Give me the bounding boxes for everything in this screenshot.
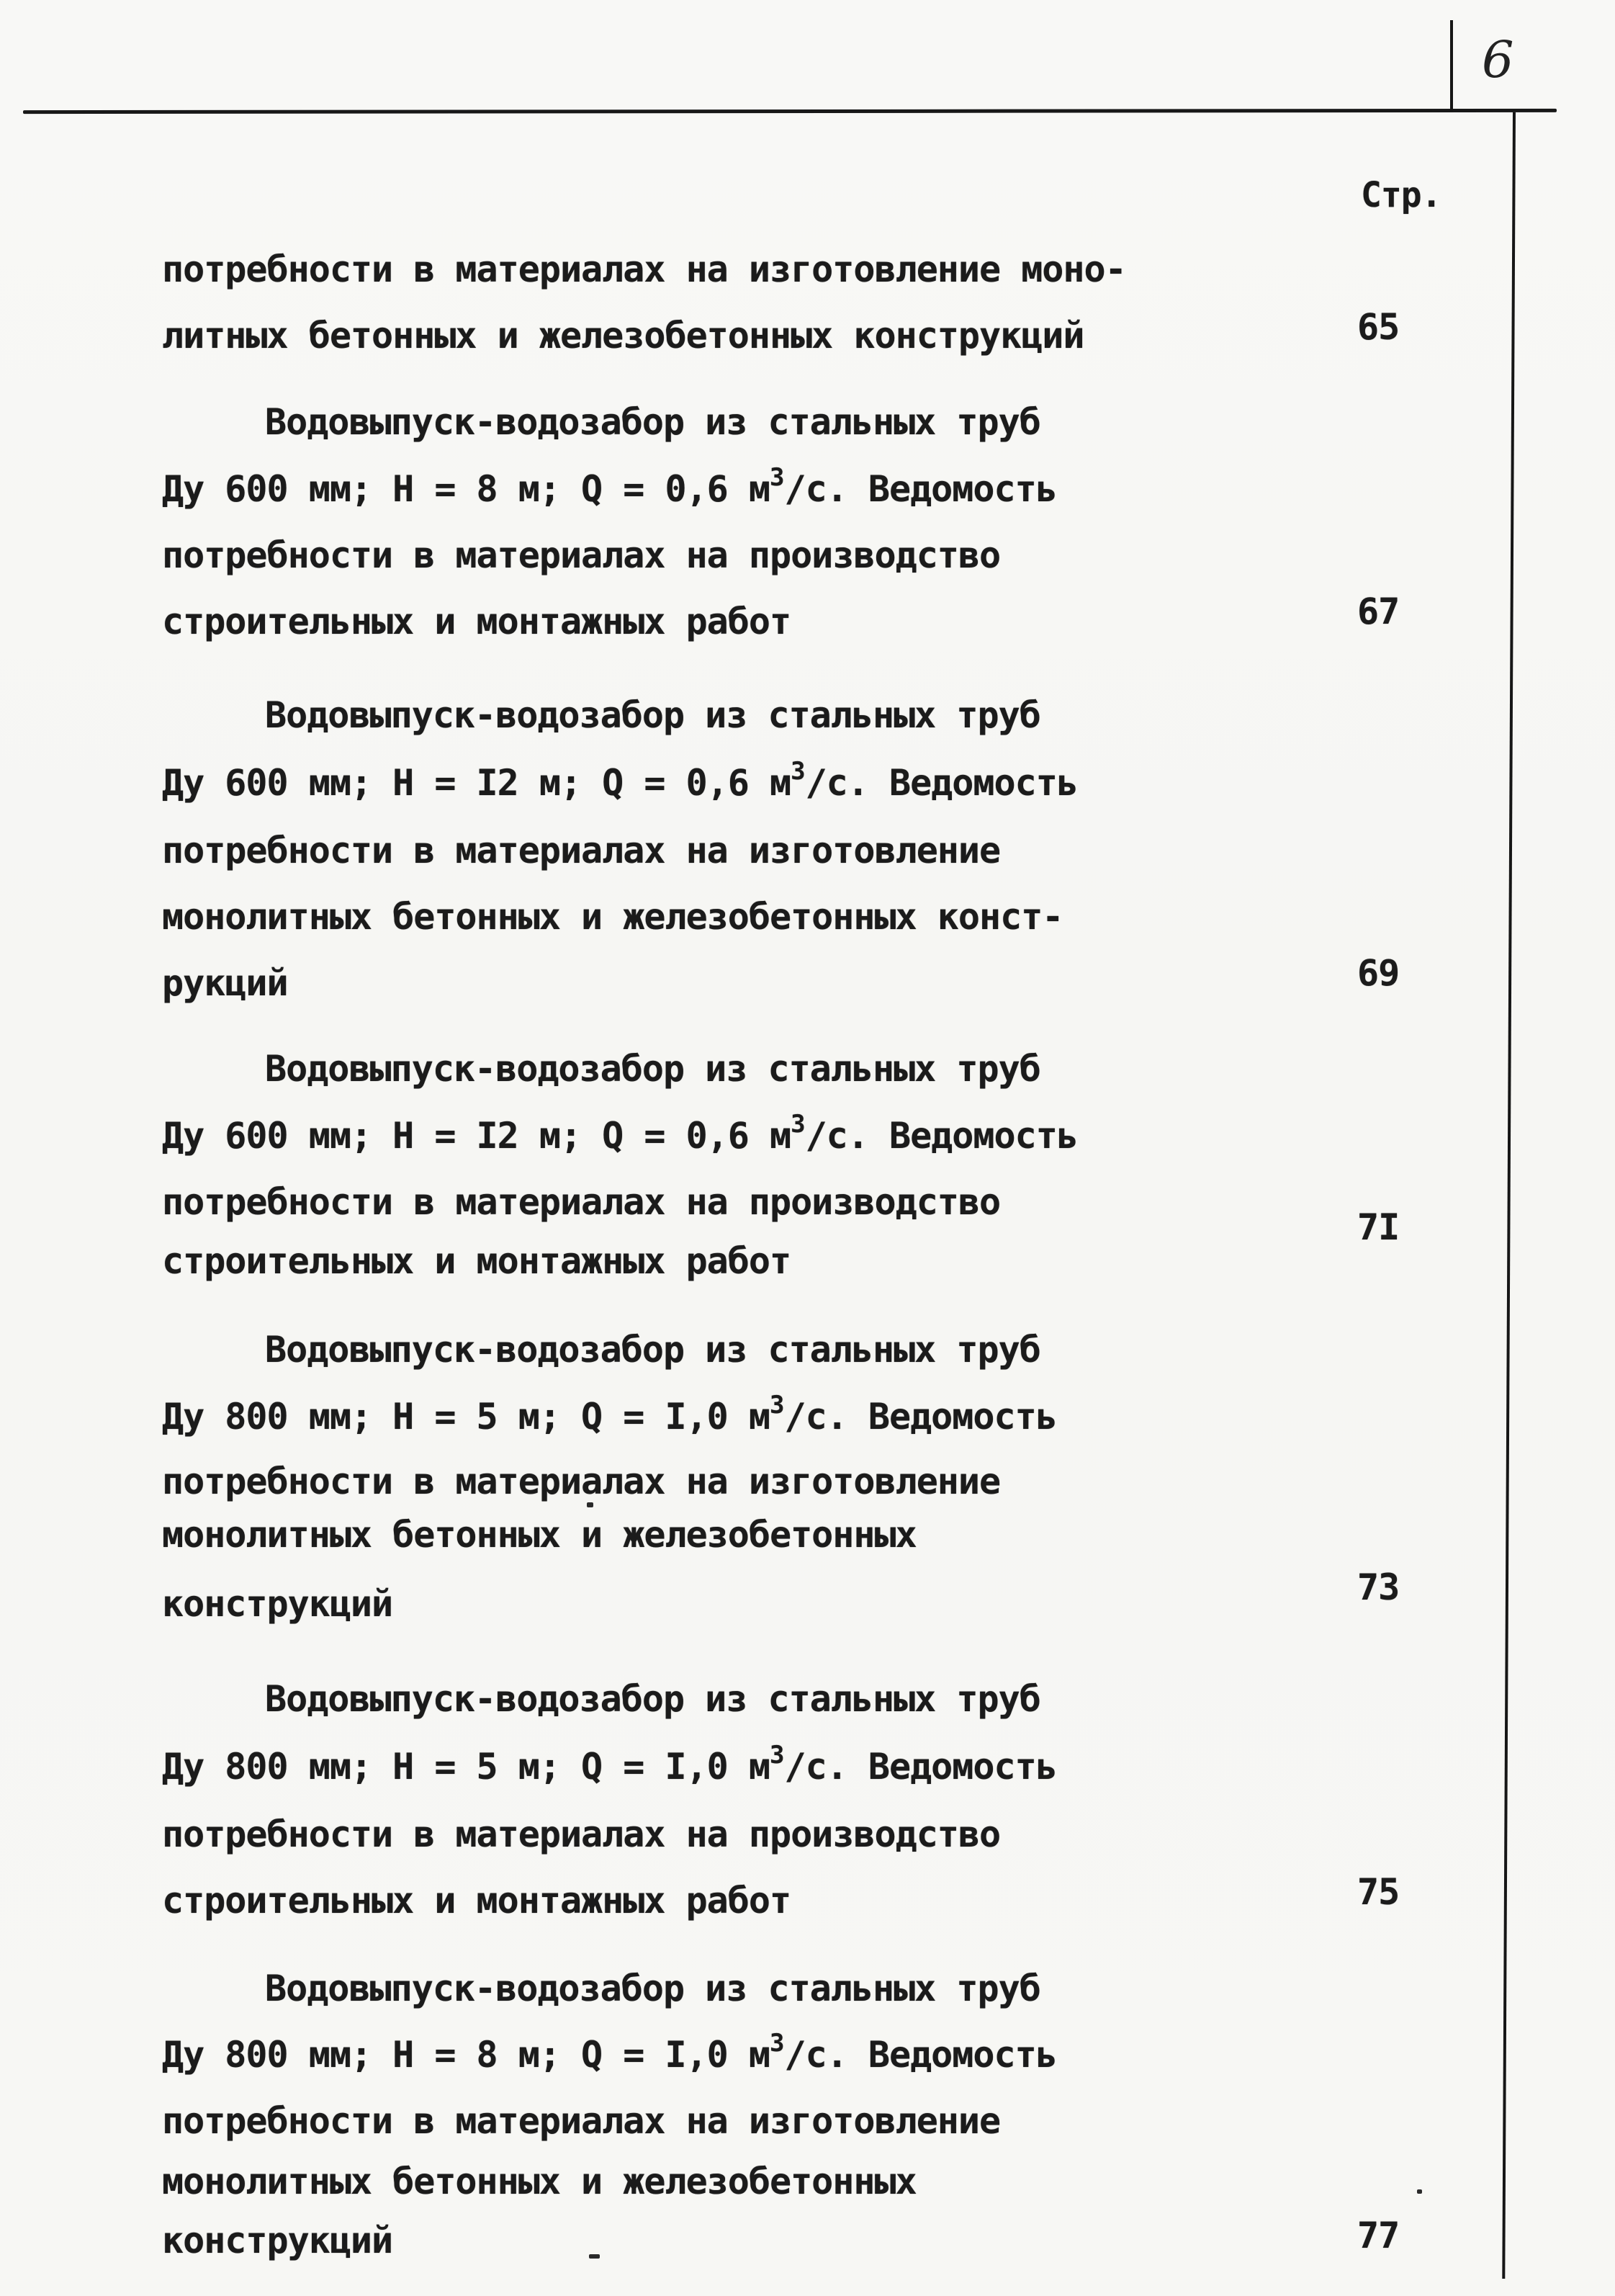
toc-entry-formula-line <box>162 2029 1057 2076</box>
toc-entry-title: Водовыпуск-водозабор из стальных труб <box>265 694 1040 736</box>
toc-entry-line: монолитных бетонных и железобетонных <box>162 1514 917 1556</box>
formula-text: Ду 800 мм; Н = 5 м; Q = I,0 м <box>162 1746 770 1788</box>
toc-entry-line: строительных и монтажных работ <box>162 1240 791 1282</box>
toc-entry-line: потребности в материалах на изготовление моно- <box>162 248 1126 290</box>
toc-entry-title: Водовыпуск-водозабор из стальных труб <box>265 1329 1040 1371</box>
toc-entry-title: Водовыпуск-водозабор из стальных труб <box>265 1678 1040 1720</box>
top-margin-tick-line <box>1450 20 1453 112</box>
toc-entry-line: строительных и монтажных работ <box>162 1880 791 1921</box>
superscript-3: 3 <box>769 2029 785 2058</box>
toc-entry-line: потребности в материалах на изготовление <box>162 1461 1001 1502</box>
toc-entry-title: Водовыпуск-водозабор из стальных труб <box>265 1048 1040 1090</box>
toc-entry-line: монолитных бетонных и железобетонных конст- <box>162 896 1063 938</box>
toc-page-number: 67 <box>1357 591 1400 632</box>
toc-entry-line: конструкций <box>162 2220 393 2261</box>
toc-entry-title: Водовыпуск-водозабор из стальных труб <box>265 401 1040 443</box>
toc-entry-formula-line <box>162 1741 1057 1788</box>
formula-text: /с. Ведомость <box>805 1115 1078 1157</box>
toc-entry-title: Водовыпуск-водозабор из стальных труб <box>265 1968 1040 2009</box>
toc-page-number: 73 <box>1357 1566 1400 1608</box>
toc-entry-line: конструкций <box>162 1583 393 1625</box>
toc-entry-line: потребности в материалах на изготовление <box>162 2100 1001 2142</box>
toc-page-number: 75 <box>1357 1871 1400 1913</box>
formula-text: /с. Ведомость <box>784 1396 1057 1438</box>
toc-entry-formula-line <box>162 1110 1078 1157</box>
toc-entry-line: монолитных бетонных и железобетонных <box>162 2161 917 2202</box>
toc-page-number: 7I <box>1357 1206 1400 1248</box>
toc-entry-line: потребности в материалах на производство <box>162 1181 1001 1223</box>
toc-entry-line: потребности в материалах на производство <box>162 1813 1001 1855</box>
superscript-3: 3 <box>791 757 806 786</box>
scan-speck <box>1417 2189 1422 2194</box>
scan-speck <box>589 2254 600 2259</box>
formula-text: Ду 600 мм; Н = I2 м; Q = 0,6 м <box>162 1115 791 1157</box>
formula-text: /с. Ведомость <box>784 468 1057 510</box>
formula-text: Ду 800 мм; Н = 8 м; Q = I,0 м <box>162 2034 770 2076</box>
page-column-header: Стр. <box>1361 175 1441 215</box>
toc-page-number: 69 <box>1357 952 1400 994</box>
formula-text: /с. Ведомость <box>805 762 1078 804</box>
formula-text: Ду 800 мм; Н = 5 м; Q = I,0 м <box>162 1396 770 1438</box>
scan-speck <box>587 1502 593 1507</box>
toc-entry-line: потребности в материалах на изготовление <box>162 830 1001 871</box>
formula-text: /с. Ведомость <box>784 1746 1057 1788</box>
sheet-number: 6 <box>1482 30 1514 89</box>
toc-page-number: 77 <box>1357 2215 1400 2256</box>
superscript-3: 3 <box>791 1110 806 1139</box>
superscript-3: 3 <box>769 463 785 492</box>
toc-entry-formula-line <box>162 1391 1057 1438</box>
formula-text: Ду 600 мм; Н = I2 м; Q = 0,6 м <box>162 762 791 804</box>
toc-entry-formula-line <box>162 757 1078 804</box>
toc-entry-line: потребности в материалах на производство <box>162 534 1001 576</box>
superscript-3: 3 <box>769 1391 785 1420</box>
toc-entry-line: литных бетонных и железобетонных конструкций <box>162 315 1084 356</box>
formula-text: /с. Ведомость <box>784 2034 1057 2076</box>
toc-entry-line: строительных и монтажных работ <box>162 601 791 642</box>
toc-entry-line: рукций <box>162 962 288 1004</box>
superscript-3: 3 <box>769 1741 785 1770</box>
toc-page-number: 65 <box>1357 306 1400 348</box>
formula-text: Ду 600 мм; Н = 8 м; Q = 0,6 м <box>162 468 770 510</box>
toc-entry-formula-line <box>162 463 1057 510</box>
